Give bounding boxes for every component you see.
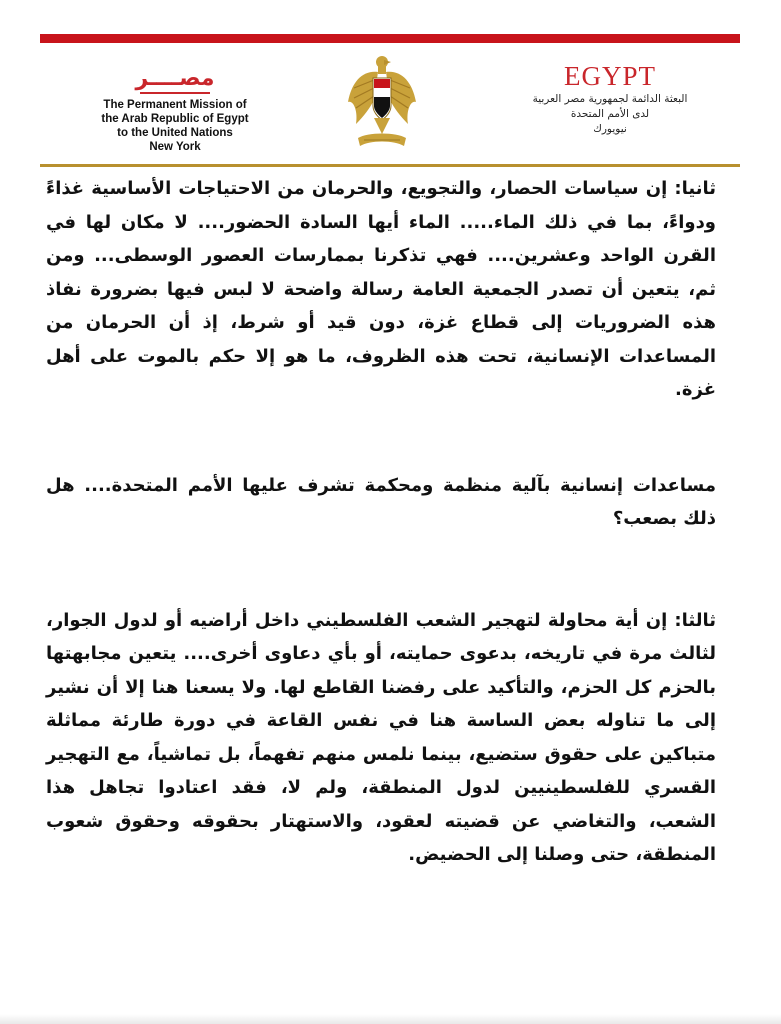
- egypt-arabic-logo: مصــــر: [135, 66, 215, 91]
- paragraph-second-point: ثانيا: إن سياسات الحصار، والتجويع، والحرمان من الاحتياجات الأساسية غذاءً ودواءً، بما في ذلك الماء..... الماء أيها السادة الحضور.... لا مكان لها في القرن الواحد وعشرين.... فهي تذكرنا بممارسات العصور الوسطى... ومن ثم، يتعين أن تصدر الجمعية العامة رسالة واضحة لا لبس فيها بضرورة نفاذ هذه الضروريات إلى قطاع غزة، دون قيد أو شرط، إذ أن الحرمان من المساعدات الإنسانية، تحت هذه الظروف، ما هو إلا حكم بالموت على أهل غزة.: [46, 178, 716, 400]
- logo-underline: [140, 92, 210, 94]
- page-bottom-edge: [0, 1014, 781, 1024]
- header-gold-rule: [40, 164, 740, 167]
- mission-header-arabic: [490, 60, 730, 137]
- ar-mission-line-1: البعثة الدائمة لجمهورية مصر العربية: [532, 93, 688, 105]
- egypt-title: EGYPT: [564, 61, 656, 91]
- eagle-of-saladin-icon: [344, 50, 420, 160]
- mission-line-1: The Permanent Mission of: [103, 99, 247, 111]
- ar-mission-line-2: لدى الأمم المتحدة: [570, 108, 650, 120]
- ar-mission-line-3: نيويورك: [593, 123, 627, 135]
- mission-header-english: [60, 66, 290, 154]
- header-red-bar: [40, 34, 740, 43]
- mission-line-2: the Arab Republic of Egypt: [101, 113, 249, 125]
- paragraph-spacer: [46, 407, 716, 469]
- paragraph-third-point: ثالثا: إن أية محاولة لتهجير الشعب الفلسطيني داخل أراضيه أو لدول الجوار، لثالث مرة في تاريخه، بدعوى حمايته، أو بأي دعاوى أخرى.... يتعين مجابهتها بالحزم كل الحزم، والتأكيد على رفضنا القاطع لها. ولا يسعنا هنا إلا أن نشير إلى ما تناوله بعض الساسة هنا في نفس القاعة في دورة طارئة مماثلة متباكين على حقوق ستضيع، بينما نلمس منهم تفهماً، بل تماشياً، مع التهجير القسري للفلسطينيين لدول المنطقة، ولم لا، فقد اعتادوا تجاهل هذا الشعب، والتغاضي عن قضيته لعقود، والاستهتار بحقوقه وحقوق شعوب المنطقة، حتى وصلنا إلى الحضيض.: [46, 609, 716, 865]
- paragraph-spacer: [46, 536, 716, 604]
- document-body: [46, 172, 716, 872]
- mission-line-3: to the United Nations: [117, 127, 233, 139]
- paragraph-question: مساعدات إنسانية بآلية منظمة ومحكمة تشرف عليها الأمم المتحدة.... هل ذلك بصعب؟: [46, 474, 716, 529]
- mission-line-4: New York: [149, 141, 201, 153]
